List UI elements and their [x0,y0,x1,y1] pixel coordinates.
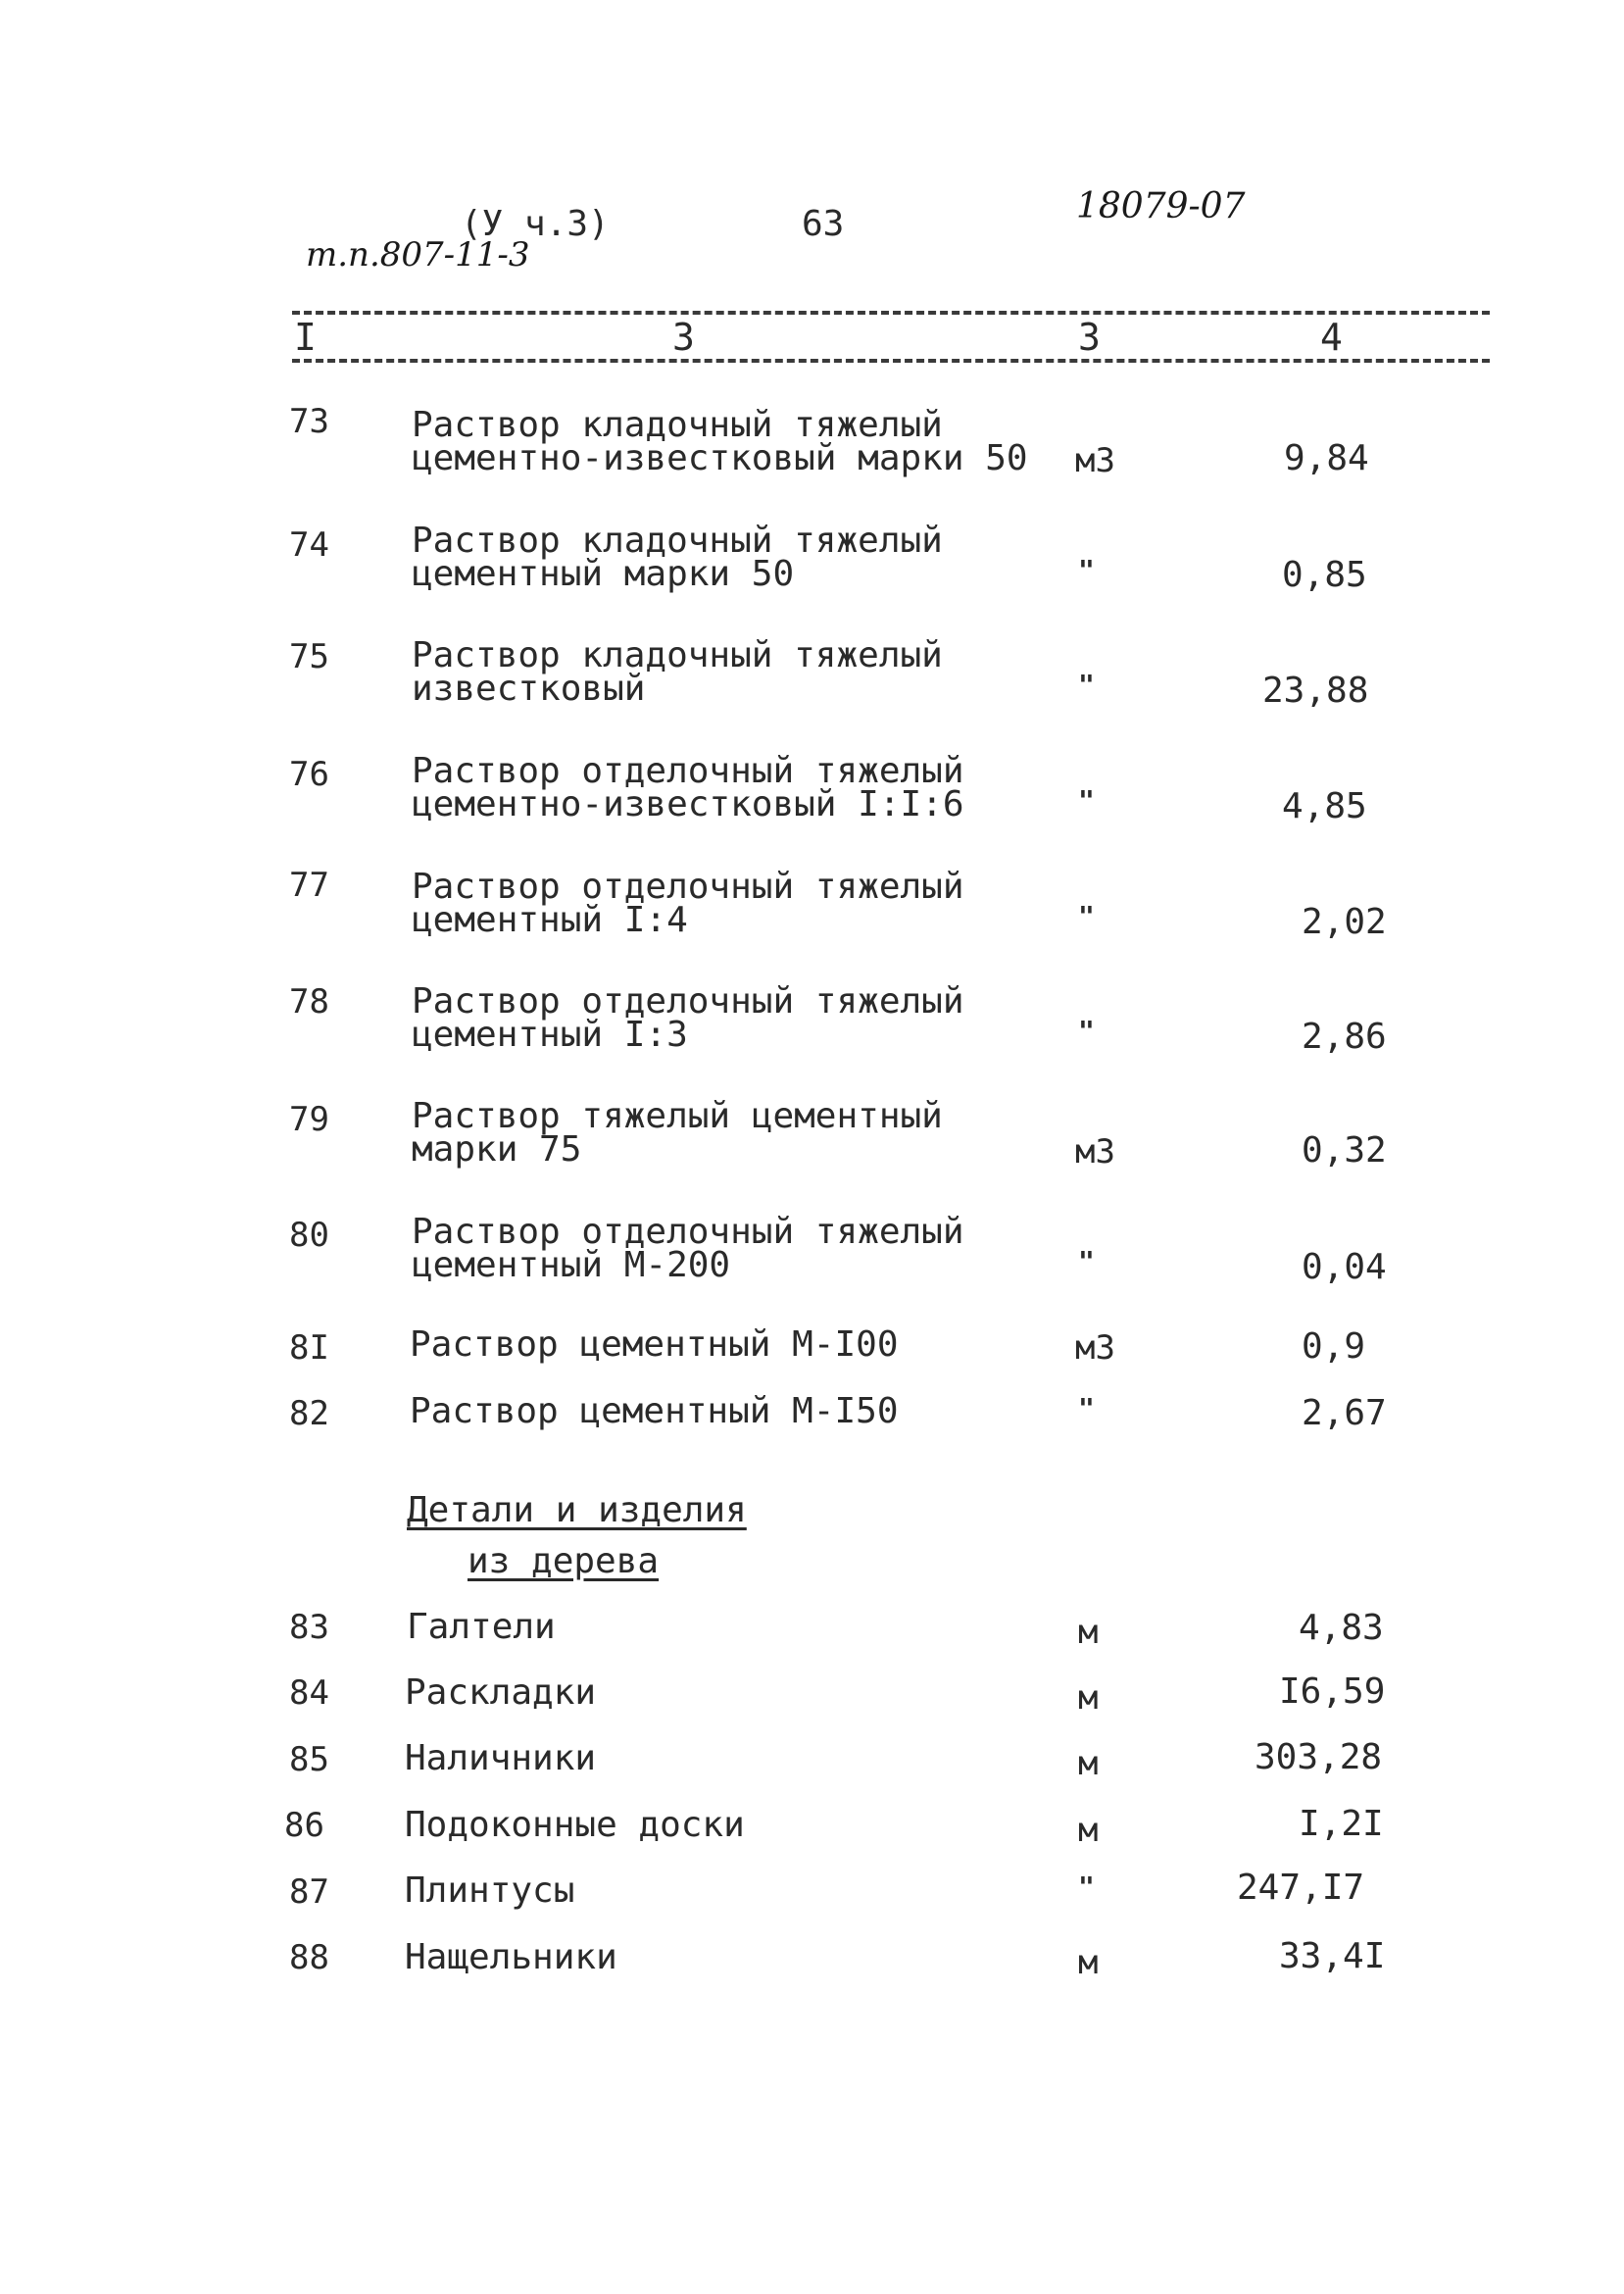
row-description-line1: Раствор отделочный тяжелый [412,867,964,907]
row-description-line2: цементный марки 50 [412,554,795,594]
row-value: I6,59 [1279,1671,1386,1712]
row-description: Наличники [405,1738,597,1778]
row-number: 73 [289,402,329,441]
row-description-line2: цементно-известковый марки 50 [412,438,1028,478]
row-description: Нащельники [405,1937,617,1977]
row-description-line1: Раствор кладочный тяжелый [412,521,943,561]
header-rule-bottom [292,359,1490,363]
row-description-line2: цементный I:4 [412,900,688,940]
document-part: (У ч.3) [461,204,610,244]
ditto-mark: " [1078,1245,1095,1277]
row-number: 75 [289,637,329,676]
row-value: 0,85 [1282,555,1367,595]
row-description-line1: Раствор кладочный тяжелый [412,635,943,675]
row-value: 0,9 [1302,1326,1366,1367]
row-value: 4,83 [1299,1608,1384,1648]
row-unit: м [1078,1744,1099,1783]
row-description: Подоконные доски [405,1805,745,1845]
row-value: 303,28 [1255,1737,1383,1777]
row-description-line2: марки 75 [412,1129,582,1170]
row-value: I,2I [1299,1804,1384,1844]
row-description-line2: цементный I:3 [412,1015,688,1055]
row-description-line2: цементный М-200 [412,1245,731,1285]
document-code: т.п.807-11-3 [306,235,530,274]
row-number: 85 [289,1740,329,1779]
row-unit: м [1078,1613,1099,1652]
row-description-line1: Раствор цементный М-I00 [410,1324,899,1365]
column-header-2: 3 [672,316,695,359]
row-value: 0,04 [1302,1247,1387,1287]
row-number: 76 [289,755,329,794]
row-unit: м3 [1075,1328,1115,1368]
row-value: 9,84 [1284,438,1369,478]
ditto-mark: " [1078,669,1095,701]
header-rule-top [292,311,1490,315]
row-description-line1: Раствор тяжелый цементный [412,1096,943,1136]
page-number: 63 [802,204,845,244]
row-unit: м3 [1075,441,1115,480]
row-description: Раскладки [405,1672,597,1713]
ditto-mark: " [1078,900,1095,932]
row-description: Галтели [407,1607,556,1647]
inventory-number: 18079-07 [1076,186,1246,226]
row-unit: м [1078,1943,1099,1982]
row-number: 78 [289,982,329,1022]
row-value: 2,67 [1302,1393,1387,1433]
row-number: 79 [289,1100,329,1139]
row-value: 247,I7 [1237,1868,1365,1908]
row-value: 0,32 [1302,1130,1387,1171]
row-description-line1: Раствор кладочный тяжелый [412,405,943,445]
row-unit: м [1078,1811,1099,1850]
column-header-4: 4 [1320,316,1343,359]
row-value: 2,86 [1302,1017,1387,1057]
row-description-line2: известковый [412,669,646,709]
row-unit: м [1078,1678,1099,1718]
row-description-line1: Раствор отделочный тяжелый [412,1212,964,1252]
row-description-line1: Раствор цементный М-I50 [410,1391,899,1431]
row-description-line1: Раствор отделочный тяжелый [412,751,964,791]
row-number: 84 [289,1673,329,1713]
row-number: 77 [289,866,329,905]
row-value: 4,85 [1282,786,1367,826]
row-description-line1: Раствор отделочный тяжелый [412,981,964,1022]
row-number: 88 [289,1938,329,1977]
row-number: 83 [289,1608,329,1647]
row-unit: м3 [1075,1132,1115,1172]
row-value: 2,02 [1302,902,1387,942]
section-title-line2: из дерева [468,1541,660,1581]
ditto-mark: " [1078,554,1095,586]
row-number: 87 [289,1872,329,1912]
column-header-3: 3 [1078,316,1101,359]
ditto-mark: " [1078,1392,1095,1424]
row-number: 86 [284,1806,324,1845]
row-number: 74 [289,525,329,565]
section-title-line1: Детали и изделия [407,1490,747,1530]
row-value: 23,88 [1262,671,1369,711]
ditto-mark: " [1078,784,1095,817]
ditto-mark: " [1078,1015,1095,1047]
row-description-line2: цементно-известковый I:I:6 [412,784,964,824]
ditto-mark: " [1078,1870,1095,1903]
row-description: Плинтусы [405,1870,575,1911]
row-number: 8I [289,1328,329,1368]
row-number: 80 [289,1216,329,1255]
row-number: 82 [289,1394,329,1433]
row-value: 33,4I [1279,1936,1386,1976]
column-header-1: I [294,316,317,359]
